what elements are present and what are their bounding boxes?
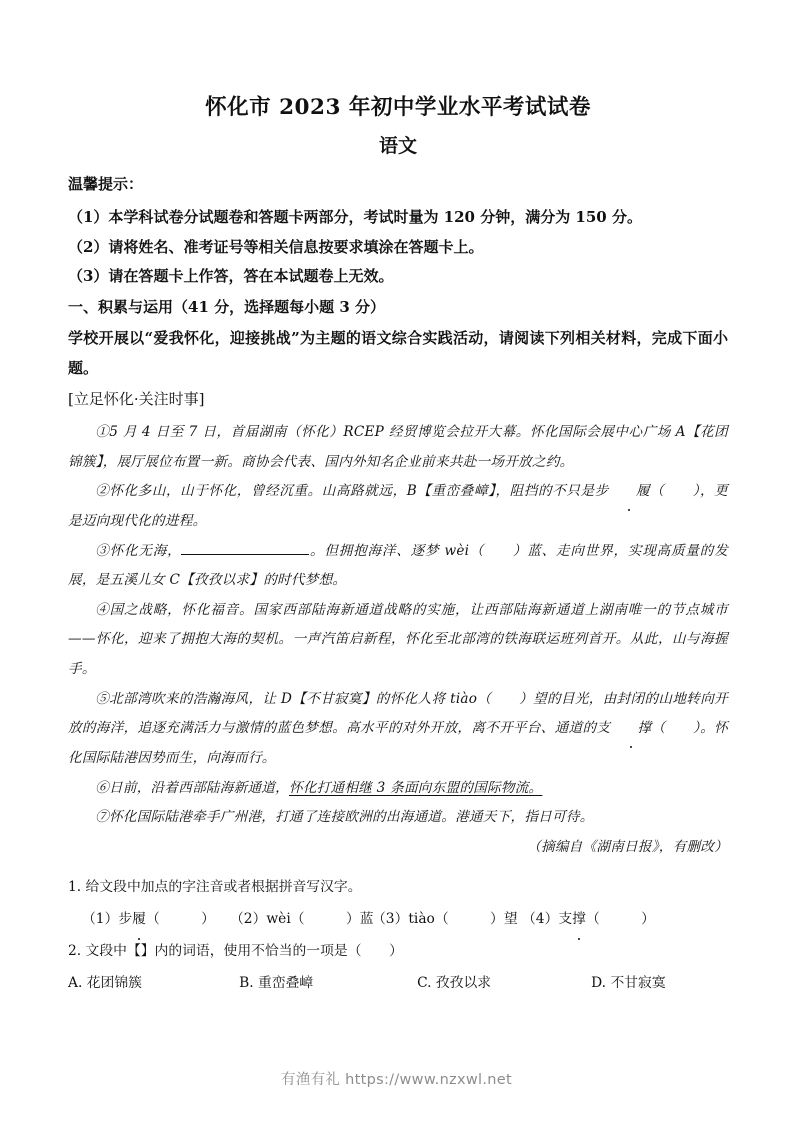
paragraph-2-text-a: ②怀化多山，山于怀化，曾经沉重。山高路就远，B【重峦叠嶂】，阻挡的不只是步 [95, 483, 609, 500]
paragraph-6-underlined-sentence: 怀化打通相继 3 条面向东盟的国际物流。 [289, 779, 543, 796]
passage-paragraph-7 [68, 803, 728, 833]
notice-block [68, 174, 728, 292]
page-title: 怀化市 2023 年初中学业水平考试试卷 [205, 95, 591, 120]
passage-paragraph-3 [68, 537, 728, 596]
sub-1-emphasis-dot: 履 [132, 904, 146, 936]
paragraph-7-text: ⑦怀化国际陆港牵手广州港，打通了连接欧洲的出海通道。港通天下，指日可待。 [95, 809, 594, 826]
notice-item-2: （2）请将姓名、准考证号等相关信息按要求填涂在答题卡上。 [68, 237, 484, 256]
emphasis-dot-lu: 履 [609, 477, 650, 507]
question-2-stem: 2. 文段中【】内的词语，使用不恰当的一项是（ ） [68, 942, 403, 959]
notice-item-3: （3）请在答题卡上作答，答在本试题卷上无效。 [68, 266, 394, 285]
question-1-sub-4[interactable] [522, 904, 662, 936]
question-1-subitems [68, 904, 728, 936]
paragraph-4-text: ④国之战略，怀化福音。国家西部陆海新通道战略的实施，让西部陆海新通道上湖南唯一的节点城市——怀化，迎来了拥抱大海的契机。一声汽笛启新程，怀化至北部湾的铁海联运班列首开。从此，山与海握手。 [68, 601, 728, 678]
paragraph-5-text-b: （ ）。怀化国际陆港因势而生，向海而行。 [68, 720, 728, 766]
fill-in-blank-line[interactable] [181, 541, 309, 555]
paragraph-1-text: ①5 月 4 日至 7 日，首届湖南（怀化）RCEP 经贸博览会拉开大幕。怀化国际会展中心广场 A【花团锦簇】，展厅展位布置一新。商协会代表、国内外知名企业前来共赴一场开放之约。 [68, 424, 728, 470]
passage-paragraph-1 [68, 418, 728, 477]
option-b[interactable]: B. 重峦叠嶂 [239, 974, 314, 991]
sub-4-emphasis-dot: 撑 [572, 904, 586, 936]
subject-title: 语文 [378, 134, 417, 157]
sub-4-label-b: （ ） [585, 911, 655, 928]
passage-paragraph-6 [68, 774, 728, 804]
section-lead: 学校开展以“爱我怀化，迎接挑战”为主题的语文综合实践活动，请阅读下列相关材料，完成下面小题。 [68, 329, 728, 377]
passage-source: （摘编自《湖南日报》，有删改） [527, 838, 728, 855]
material-heading: [立足怀化·关注时事] [68, 389, 205, 408]
paragraph-5-text-a: ⑤北部湾吹来的浩瀚海风，让 D【不甘寂寞】的怀化人将 tiào（ ）望的目光，由封闭的山地转向开放的海洋，追逐充满活力与激情的蓝色梦想。高水平的对外开放，离不开平台、通道的支 [68, 690, 728, 737]
question-2-options [68, 968, 728, 1000]
sub-4-label-a: （4）支 [522, 911, 573, 928]
paragraph-3-text-a: ③怀化无海， [95, 542, 182, 559]
question-1-stem: 1. 给文段中加点的字注音或者根据拼音写汉字。 [68, 879, 362, 896]
passage-paragraph-4 [68, 596, 728, 685]
paragraph-3-text-b: 。但拥抱海洋、逐梦 wèi（ ）蓝、走向世界，实现高质量的发展，是五溪儿女 C【孜孜以求】的时代梦想。 [68, 542, 729, 589]
question-1-sub-1[interactable] [82, 904, 230, 936]
emphasis-dot-cheng: 撑 [610, 714, 651, 744]
page-content [68, 95, 728, 999]
reading-passage [68, 418, 728, 833]
notice-heading: 温馨提示： [68, 174, 144, 193]
footer-watermark: 有渔有礼 https://www.nzxwl.net [281, 1072, 512, 1088]
question-1-sub-2[interactable]: （2）wèi（ ）蓝 [230, 911, 374, 928]
passage-paragraph-5 [68, 685, 728, 774]
option-d[interactable]: D. 不甘寂寞 [591, 974, 666, 991]
passage-paragraph-2 [68, 477, 728, 536]
sub-1-label-b: （ ） [145, 911, 215, 928]
sub-1-label-a: （1）步 [82, 911, 133, 928]
section-heading: 一、积累与运用（41 分，选择题每小题 3 分） [68, 298, 385, 317]
paragraph-2-text-b: （ ），更是迈向现代化的进程。 [68, 483, 729, 529]
notice-item-1: （1）本学科试卷分试题卷和答题卡两部分，考试时量为 120 分钟，满分为 150 分。 [68, 208, 642, 227]
option-a[interactable]: A. 花团锦簇 [68, 974, 142, 991]
question-list [68, 872, 728, 999]
question-1-sub-3[interactable]: （3）tiào（ ）望 [372, 911, 518, 928]
paragraph-6-text-a: ⑥日前，沿着西部陆海新通道， [95, 779, 289, 796]
option-c[interactable]: C. 孜孜以求 [417, 974, 492, 991]
